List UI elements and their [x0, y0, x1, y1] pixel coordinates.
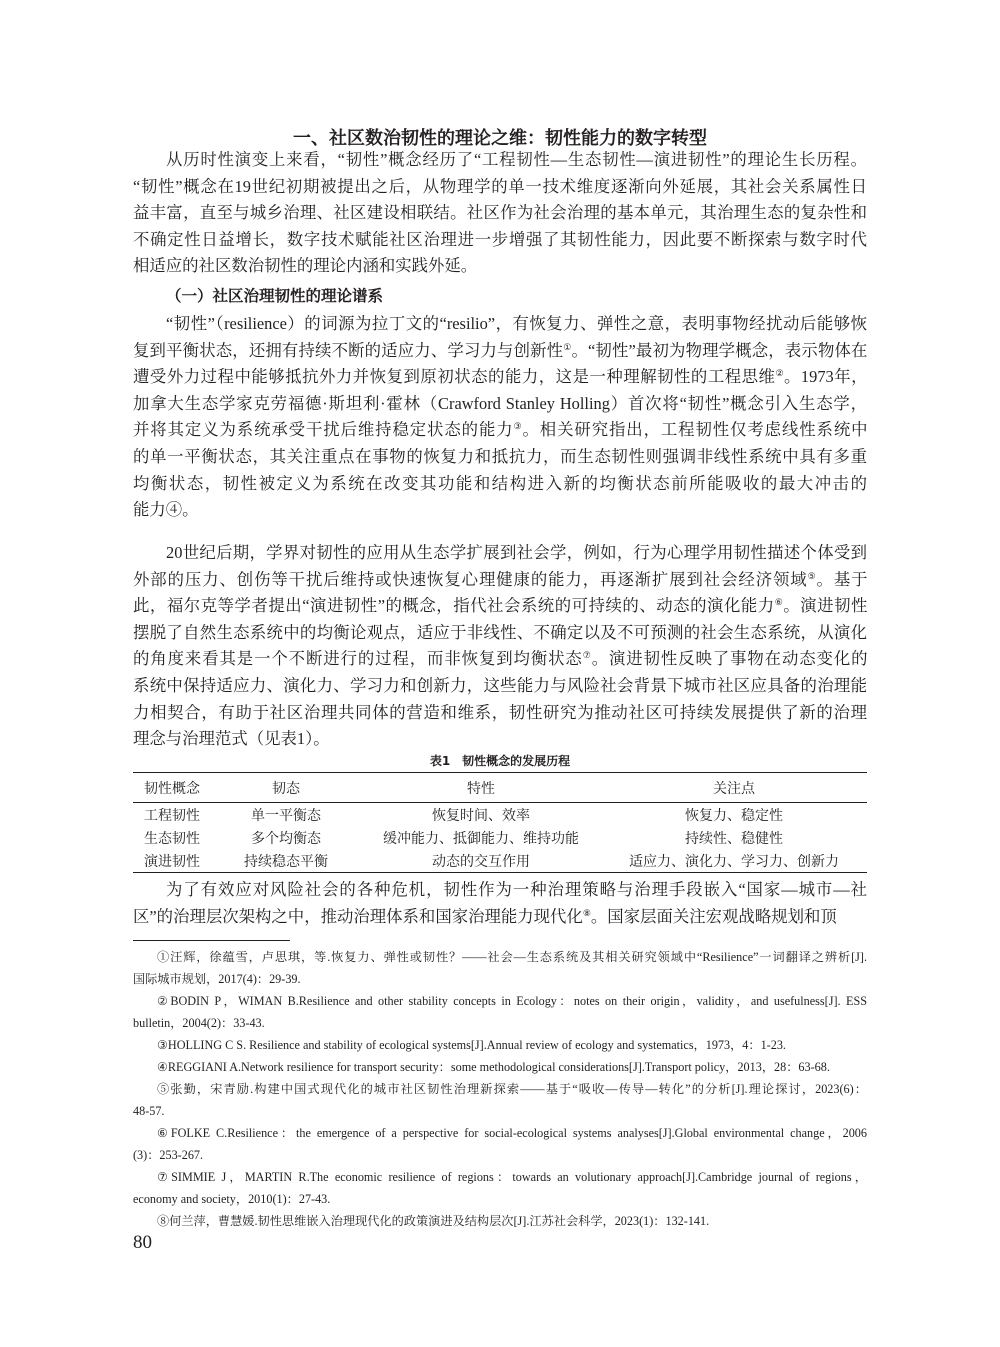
- footnote-line: bulletin，2004(2)：33-43.: [133, 1016, 265, 1030]
- text-line: 益丰富，直至与城乡治理、社区建设相联结。社区作为社会治理的基本单元，其治理生态的复杂性和: [133, 203, 867, 223]
- text-line: 摆脱了自然生态系统中的均衡论观点，适应于非线性、不确定以及不可预测的社会生态系统，从演化: [133, 622, 867, 642]
- footnote: [133, 1166, 867, 1210]
- footnote-marker[interactable]: ⑥: [774, 597, 784, 608]
- table-cell: 演进韧性: [144, 854, 200, 870]
- footnote-line: ①汪辉，徐蕴雪，卢思琪，等.恢复力、弹性或韧性？——社会—生态系统及其相关研究领域中“Resilience”一词翻译之辨析[J].: [157, 950, 867, 964]
- text-line: 20世纪后期，学界对韧性的应用从生态学扩展到社会学，例如，行为心理学用韧性描述个体受到: [166, 543, 867, 562]
- footnote-line: ④REGGIANI A.Network resilience for transport security：some methodological considerations[J].Transport policy，2013，28：63-68.: [157, 1060, 830, 1074]
- footnote-line: 48-57.: [133, 1104, 165, 1118]
- text-line: 的角度来看其是一个不断进行的过程，而非恢复到均衡状态⑦。演进韧性反映了事物在动态变化的: [133, 649, 868, 669]
- table-cell: 多个均衡态: [251, 831, 321, 847]
- text-line: 并将其定义为系统承受干扰后维持稳定状态的能力③。相关研究指出，工程韧性仅考虑线性系统中: [133, 420, 868, 440]
- paragraph-2: [133, 311, 867, 524]
- column-header: 韧态: [272, 781, 300, 797]
- text-line: 遭受外力过程中能够抵抗外力并恢复到原初状态的能力，这是一种理解韧性的工程思维②。1973年，: [133, 367, 868, 387]
- table-cell: 适应力、演化力、学习力、创新力: [629, 854, 839, 870]
- page-number: 80: [133, 1232, 152, 1253]
- footnote: [133, 1078, 867, 1122]
- footnote-line: ⑤张勤，宋青励.构建中国式现代化的城市社区韧性治理新探索——基于“吸收—传导—转化”的分析[J].理论探讨，2023(6)：: [157, 1082, 867, 1096]
- text-line: 加拿大生态学家克劳福德·斯坦利·霍林（Crawford Stanley Holling）首次将“韧性”概念引入生态学，: [133, 393, 867, 413]
- text-line: “韧性”概念在19世纪初期被提出之后，从物理学的单一技术维度逐渐向外延展，其社会关系属性日: [133, 176, 867, 196]
- table-cell: 缓冲能力、抵御能力、维持功能: [383, 831, 579, 847]
- table-cell: 单一平衡态: [251, 808, 321, 824]
- footnote: [133, 1034, 867, 1056]
- text-line: 能力④。: [133, 500, 199, 520]
- footnote-line: (3)：253-267.: [133, 1148, 204, 1162]
- footnote-marker[interactable]: ①: [563, 341, 572, 352]
- paragraph-1: [133, 147, 867, 280]
- footnote-marker[interactable]: ⑦: [582, 650, 592, 661]
- table-cell: 持续稳态平衡: [244, 854, 328, 870]
- text-line: 理念与治理范式（见表1）。: [133, 729, 330, 749]
- table-cell: 动态的交互作用: [432, 854, 530, 870]
- footnote-marker[interactable]: ②: [775, 368, 785, 379]
- footnotes: [133, 946, 867, 1232]
- table-row: [133, 849, 867, 873]
- table-cell: 生态韧性: [144, 831, 200, 847]
- section-title: 一、社区数治韧性的理论之维：韧性能力的数字转型: [293, 128, 707, 149]
- table-row: [133, 803, 867, 827]
- table-header-row: [133, 773, 867, 803]
- text-line: 力相契合，有助于社区治理共同体的营造和维系，韧性研究为推动社区可持续发展提供了新的治理: [133, 702, 867, 722]
- text-line: 相适应的社区数治韧性的理论内涵和实践外延。: [133, 256, 478, 276]
- text-line: 外部的压力、创伤等干扰后维持或快速恢复心理健康的能力，再逐渐扩展到社会经济领域⑤。基于: [133, 569, 868, 589]
- footnote-line: ⑥FOLKE C.Resilience：the emergence of a perspective for social-ecological systems analyses[J].Global environmental change，2006: [157, 1126, 867, 1140]
- text-line: 为了有效应对风险社会的各种危机，韧性作为一种治理策略与治理手段嵌入“国家—城市—社: [166, 880, 867, 899]
- column-header: 关注点: [713, 781, 755, 797]
- text-line: 系统中保持适应力、演化力、学习力和创新力，这些能力与风险社会背景下城市社区应具备的治理能: [133, 675, 867, 695]
- subheading: （一）社区治理韧性的理论谱系: [166, 287, 384, 305]
- footnote-marker[interactable]: ③: [513, 421, 523, 432]
- text-line: 此，福尔克等学者提出“演进韧性”的概念，指代社会系统的可持续的、动态的演化能力⑥。演进韧性: [133, 596, 868, 616]
- footnote-line: economy and society，2010(1)：27-43.: [133, 1192, 331, 1206]
- footnote: [133, 1122, 867, 1166]
- footnote-line: ③HOLLING C S. Resilience and stability of ecological systems[J].Annual review of ecology and systematics，1973，4：1-23.: [157, 1038, 786, 1052]
- resilience-concept-table: [133, 772, 867, 873]
- footnote-divider: [133, 940, 290, 941]
- table-cell: 工程韧性: [144, 808, 200, 824]
- text-line: 复到平衡状态，还拥有持续不断的适应力、学习力与创新性①。“韧性”最初为物理学概念，表示物体在: [133, 340, 868, 360]
- paragraph-3: [133, 540, 867, 753]
- table-caption: 表1 韧性概念的发展历程: [429, 754, 571, 768]
- column-header: 韧性概念: [144, 781, 200, 797]
- column-header: 特性: [467, 781, 495, 797]
- paragraph-4: [133, 877, 867, 930]
- text-line: 均衡状态，韧性被定义为系统在改变其功能和结构进入新的均衡状态前所能吸收的最大冲击的: [133, 473, 867, 493]
- footnote-line: ⑦SIMMIE J，MARTIN R.The economic resilience of regions：towards an volutionary approach[J].Cambridge journal of regions，: [157, 1170, 867, 1184]
- footnote-marker[interactable]: ⑧: [582, 907, 591, 918]
- footnote-line: ⑧何兰萍，曹慧媛.韧性思维嵌入治理现代化的政策演进及结构层次[J].江苏社会科学，2023(1)：132-141.: [157, 1214, 710, 1228]
- table-cell: 持续性、稳健性: [685, 831, 783, 847]
- footnote: [133, 1210, 867, 1232]
- text-line: 从历时性演变上来看，“韧性”概念经历了“工程韧性—生态韧性—演进韧性”的理论生长历程。: [166, 150, 867, 169]
- table-cell: 恢复力、稳定性: [685, 808, 783, 824]
- text-line: 的单一平衡状态，其关注重点在事物的恢复力和抵抗力，而生态韧性则强调非线性系统中具有多重: [133, 446, 867, 466]
- footnote-marker[interactable]: ⑤: [807, 570, 817, 581]
- text-line: 区”的治理层次架构之中，推动治理体系和国家治理能力现代化⑧。国家层面关注宏观战略规划和顶: [133, 906, 837, 926]
- footnote: [133, 946, 867, 990]
- table-row: [133, 826, 867, 849]
- footnote: [133, 990, 867, 1034]
- table-cell: 恢复时间、效率: [432, 808, 530, 824]
- text-line: “韧性”（resilience）的词源为拉丁文的“resilio”，有恢复力、弹性之意，表明事物经扰动后能够恢: [166, 314, 867, 333]
- footnote: [133, 1056, 867, 1078]
- text-line: 不确定性日益增长，数字技术赋能社区治理进一步增强了其韧性能力，因此要不断探索与数字时代: [133, 229, 867, 249]
- footnote-line: 国际城市规划，2017(4)：29-39.: [133, 972, 301, 986]
- footnote-line: ②BODIN P，WIMAN B.Resilience and other stability concepts in Ecology：notes on their origin，validity，and usefulness[J]. ESS: [157, 994, 867, 1008]
